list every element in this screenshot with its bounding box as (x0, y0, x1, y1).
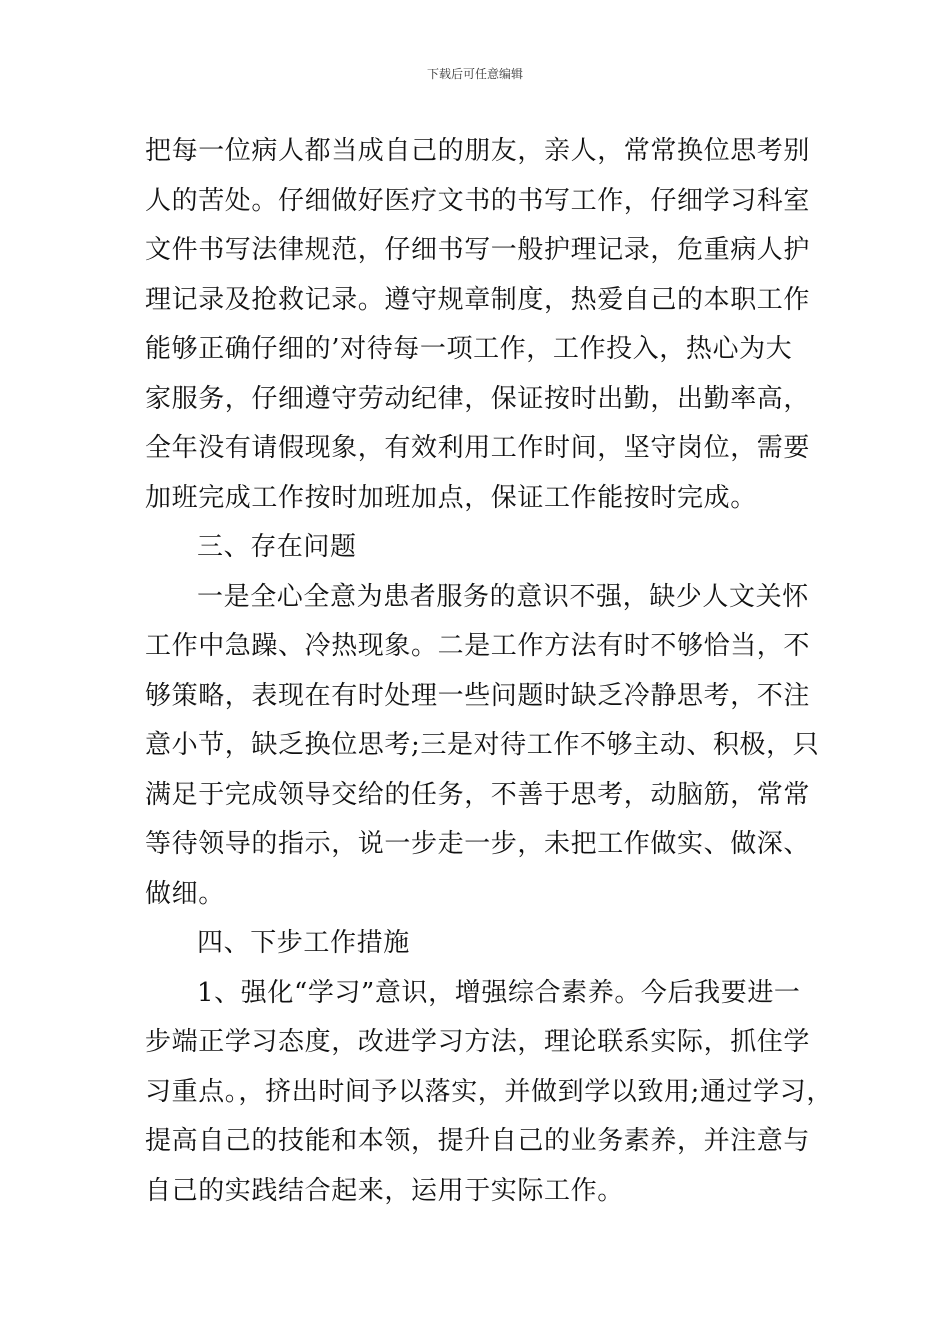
text-line: 够策略，表现在有时处理一些问题时缺乏冷静思考，不注 (145, 680, 811, 711)
text-line: 家服务，仔细遵守劳动纪律，保证按时出勤，出勤率高， (145, 383, 811, 414)
text-line: 把每一位病人都当成自己的朋友，亲人，常常换位思考别 (145, 136, 811, 166)
text-line: 文件书写法律规范，仔细书写一般护理记录，危重病人护 (145, 235, 811, 265)
text-line: 人的苦处。仔细做好医疗文书的书写工作，仔细学习科室 (145, 185, 811, 216)
text-line: 三、存在问题 (197, 532, 357, 562)
text-line: 一是全心全意为患者服务的意识不强，缺少人文关怀 (197, 581, 809, 612)
text-line: 满足于完成领导交给的任务，不善于思考，动脑筋，常常 (145, 779, 811, 810)
text-line: 习重点。，挤出时间予以落实，并做到学以致用;通过学习， (145, 1076, 833, 1107)
text-line: 加班完成工作按时加班加点，保证工作能按时完成。 (145, 482, 757, 513)
text-line: 意小节，缺乏换位思考;三是对待工作不够主动、积极，只 (145, 730, 820, 760)
text-line: 理记录及抢救记录。遵守规章制度，热爱自己的本职工作 (145, 284, 811, 315)
page-header: 下载后可任意编辑 (426, 67, 523, 81)
text-line: 做细。 (145, 878, 225, 909)
text-line: 等待领导的指示，说一步走一步，未把工作做实、做深、 (145, 829, 811, 859)
text-line: 1、强化“学习”意识，增强综合素养。今后我要进一 (197, 977, 801, 1008)
text-line: 自己的实践结合起来，运用于实际工作。 (145, 1175, 624, 1206)
text-line: 全年没有请假现象，有效利用工作时间，坚守岗位，需要 (145, 433, 811, 463)
text-line: 能够正确仔细的’对待每一项工作，工作投入，热心为大 (145, 334, 793, 364)
text-line: 工作中急躁、冷热现象。二是工作方法有时不够恰当，不 (145, 631, 811, 661)
document-body (145, 127, 833, 1216)
text-line: 步端正学习态度，改进学习方法，理论联系实际，抓住学 (145, 1027, 811, 1057)
text-line: 四、下步工作措施 (197, 928, 410, 958)
text-line: 提高自己的技能和本领，提升自己的业务素养，并注意与 (145, 1126, 811, 1156)
